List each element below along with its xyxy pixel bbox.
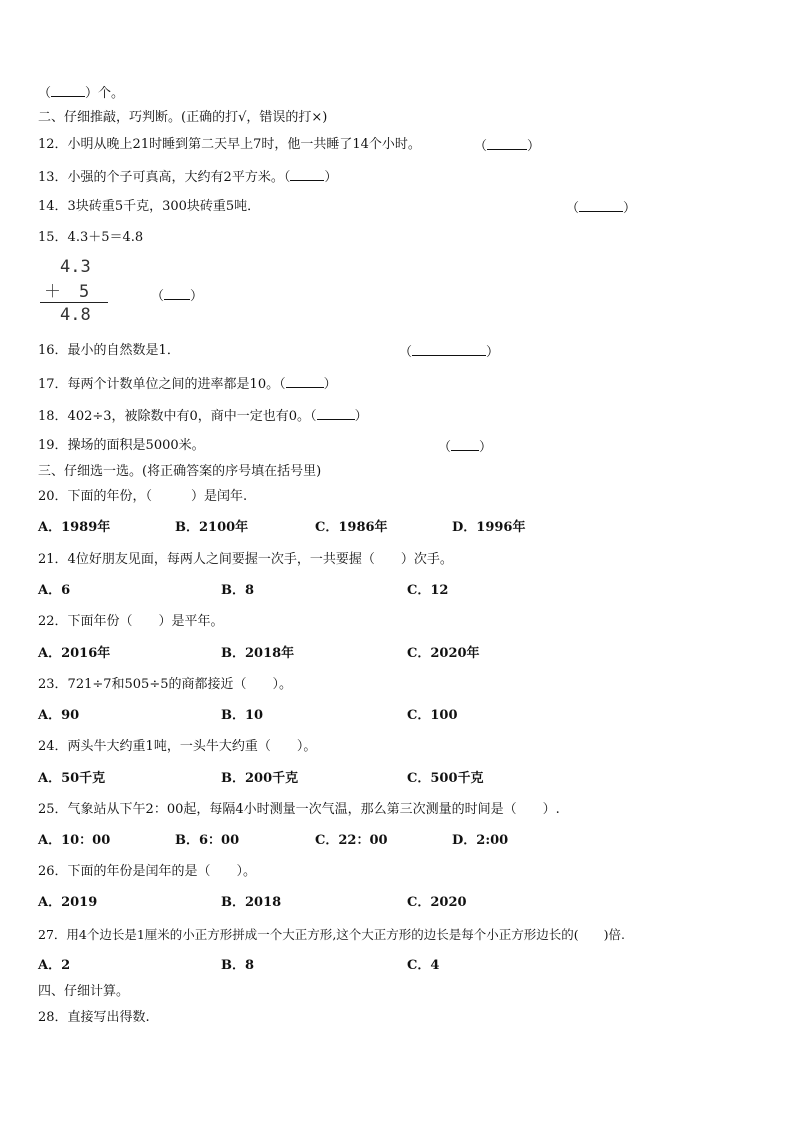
question-14-answer: （ ） (566, 201, 637, 216)
question-14: 14．3块砖重5千克，300块砖重5吨． (38, 199, 261, 214)
q26-option-b[interactable]: B．2018 (221, 895, 282, 910)
vertical-plus-sign: ＋ (44, 282, 61, 302)
question-19-answer: （ ） (438, 440, 493, 455)
section-3-title: 三、仔细选一选。(将正确答案的序号填在括号里) (38, 464, 322, 479)
q26-option-c[interactable]: C．2020 (407, 895, 467, 910)
q25-option-c[interactable]: C．22：00 (315, 833, 388, 848)
vertical-sum-line (40, 302, 108, 303)
q20-option-b[interactable]: B．2100年 (175, 520, 249, 535)
answer-blank[interactable] (487, 137, 527, 150)
q23-option-b[interactable]: B．10 (221, 708, 264, 723)
question-28: 28．直接写出得数. (38, 1010, 150, 1025)
answer-blank[interactable] (412, 343, 486, 356)
q26-option-a[interactable]: A．2019 (38, 895, 98, 910)
question-15: 15．4.3＋5＝4.8 (38, 230, 144, 245)
question-16-answer: （ ） (399, 345, 500, 360)
question-22: 22．下面年份（ ）是平年。 (38, 614, 224, 629)
q23-option-a[interactable]: A．90 (38, 708, 80, 723)
vertical-top-number: 4.3 (60, 257, 91, 277)
q20-option-d[interactable]: D．1996年 (452, 520, 526, 535)
q25-option-d[interactable]: D．2:00 (452, 833, 509, 848)
vertical-result: 4.8 (60, 305, 91, 325)
answer-blank[interactable] (290, 168, 324, 181)
q20-option-a[interactable]: A．1989年 (38, 520, 111, 535)
q27-option-c[interactable]: C．4 (407, 958, 440, 973)
answer-blank[interactable] (451, 438, 479, 451)
question-12: 12．小明从晚上21时睡到第二天早上7时，他一共睡了14个小时。 (38, 137, 421, 152)
q27-option-a[interactable]: A．2 (38, 958, 71, 973)
question-19: 19．操场的面积是5000米。 (38, 438, 205, 453)
q21-option-c[interactable]: C．12 (407, 583, 449, 598)
q24-option-c[interactable]: C．500千克 (407, 771, 484, 786)
question-25: 25．气象站从下午2：00起，每隔4小时测量一次气温，那么第三次测量的时间是（ ）. (38, 802, 560, 817)
q25-option-a[interactable]: A．10：00 (38, 833, 111, 848)
q22-option-b[interactable]: B．2018年 (221, 646, 295, 661)
question-20: 20．下面的年份，（ ）是闰年. (38, 489, 248, 504)
q24-option-b[interactable]: B．200千克 (221, 771, 299, 786)
question-26: 26．下面的年份是闰年的是（ ）。 (38, 864, 257, 879)
question-17: 17．每两个计数单位之间的进率都是10。（ ） (38, 377, 337, 392)
q22-option-c[interactable]: C．2020年 (407, 646, 480, 661)
answer-blank[interactable] (579, 199, 623, 212)
question-15-answer: （ ） (151, 289, 204, 304)
question-23: 23．721÷7和505÷5的商都接近（ ）。 (38, 677, 292, 692)
question-16: 16．最小的自然数是1． (38, 343, 180, 358)
q22-option-a[interactable]: A．2016年 (38, 646, 111, 661)
section-2-title: 二、仔细推敲，巧判断。(正确的打√，错误的打×) (38, 110, 328, 125)
q21-option-b[interactable]: B．8 (221, 583, 255, 598)
question-18: 18．402÷3，被除数中有0，商中一定也有0。（ ） (38, 409, 368, 424)
q24-option-a[interactable]: A．50千克 (38, 771, 106, 786)
question-21: 21．4位好朋友见面，每两人之间要握一次手，一共要握（ ）次手。 (38, 552, 453, 567)
answer-blank[interactable] (317, 407, 355, 420)
section-4-title: 四、仔细计算。 (38, 984, 130, 999)
q21-option-a[interactable]: A．6 (38, 583, 71, 598)
q27-option-b[interactable]: B．8 (221, 958, 255, 973)
q25-option-b[interactable]: B．6：00 (175, 833, 240, 848)
question-12-answer: （ ） (474, 139, 541, 154)
answer-blank[interactable] (286, 375, 324, 388)
prev-question-tail: （ ）个。 (38, 86, 125, 101)
q20-option-c[interactable]: C．1986年 (315, 520, 388, 535)
question-24: 24．两头牛大约重1吨，一头牛大约重（ ）。 (38, 739, 317, 754)
question-27: 27．用4个边长是1厘米的小正方形拼成一个大正方形,这个大正方形的边长是每个小正方形边长的( )倍. (38, 927, 626, 942)
question-13: 13．小强的个子可真高，大约有2平方米。（ ） (38, 170, 338, 185)
q23-option-c[interactable]: C．100 (407, 708, 458, 723)
answer-blank[interactable] (51, 84, 85, 97)
answer-blank[interactable] (164, 287, 190, 300)
vertical-second-number: 5 (79, 282, 90, 302)
